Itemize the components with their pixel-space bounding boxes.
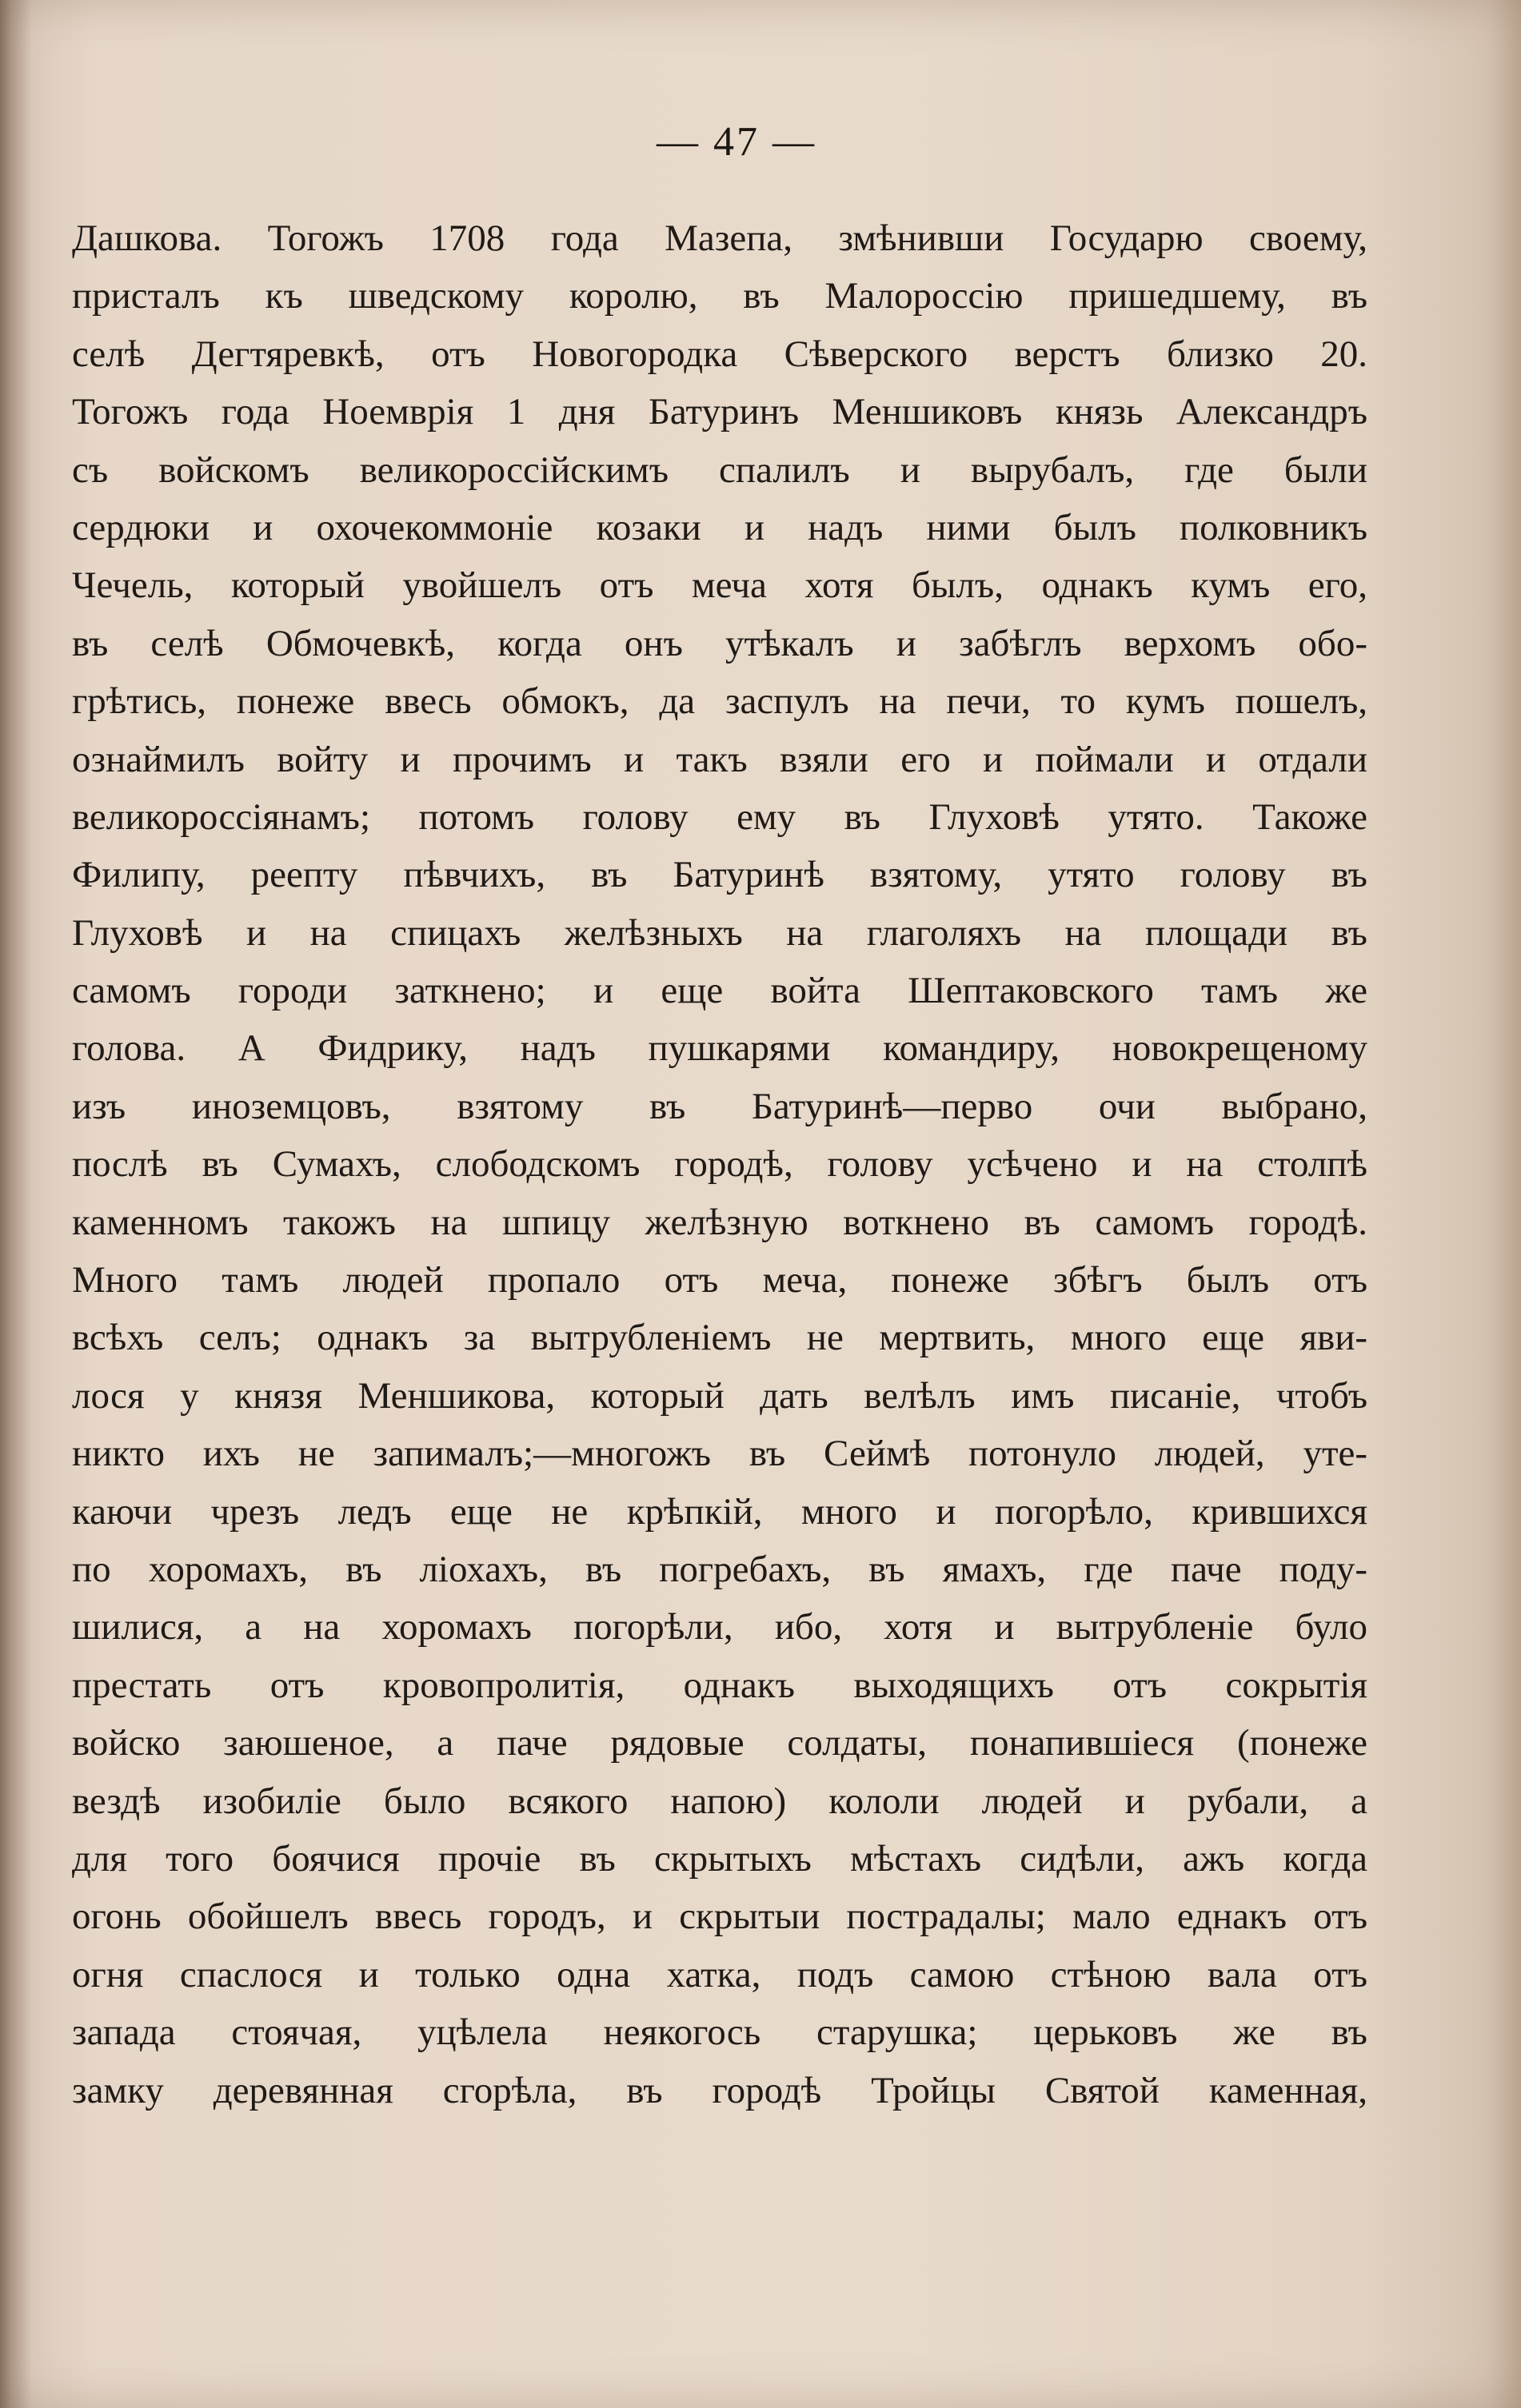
text-line: престать отъ кровопролитія, однакъ выходящихъ отъ сокрытія — [72, 1664, 1367, 1706]
text-line: шилися, а на хоромахъ погорѣли, ибо, хотя и вытрубленіе було — [72, 1606, 1367, 1649]
text-line: огня спаслося и только одна хатка, подъ самою стѣною вала отъ — [72, 1953, 1367, 1995]
text-line: Дашкова. Тогожъ 1708 года Мазепа, змѣнивши Государю своему, — [72, 217, 1367, 259]
text-line: по хоромахъ, въ ліохахъ, въ погребахъ, въ ямахъ, где паче поду- — [72, 1548, 1367, 1590]
text-line: присталъ къ шведскому королю, въ Малороссію пришедшему, въ — [72, 275, 1367, 317]
text-line: сердюки и охочекоммоніе козаки и надъ ними былъ полковникъ — [72, 506, 1367, 548]
text-line: Чечель, который увойшелъ отъ меча хотя былъ, однакъ кумъ его, — [72, 564, 1367, 607]
text-line: самомъ городи заткнено; и еще войта Шептаковского тамъ же — [72, 970, 1367, 1012]
page-number: — 47 — — [657, 119, 816, 165]
text-line: съ войскомъ великороссійскимъ спалилъ и вырубалъ, где были — [72, 449, 1367, 491]
text-line: Филипу, реепту пѣвчихъ, въ Батуринѣ взятому, утято голову въ — [72, 854, 1367, 896]
body-text — [72, 209, 1367, 2119]
text-line: вездѣ изобиліе было всякого напою) кололи людей и рубали, а — [72, 1780, 1367, 1822]
text-line: ознаймилъ войту и прочимъ и такъ взяли его и поймали и отдали — [72, 738, 1367, 780]
text-line: каючи чрезъ ледъ еще не крѣпкій, много и погорѣло, крившихся — [72, 1490, 1367, 1533]
text-line: великороссіянамъ; потомъ голову ему въ Глуховѣ утято. Такоже — [72, 795, 1367, 838]
text-line: изъ иноземцовъ, взятому въ Батуринѣ—перво очи выбрано, — [72, 1085, 1367, 1127]
text-line: войско заюшеное, а паче рядовые солдаты, понапившіеся (понеже — [72, 1722, 1367, 1764]
text-line: голова. А Фидрику, надъ пушкарями командиру, новокрещеному — [72, 1027, 1367, 1070]
text-line: Глуховѣ и на спицахъ желѣзныхъ на глаголяхъ на площади въ — [72, 911, 1367, 954]
text-line: грѣтись, понеже ввесь обмокъ, да заспулъ на печи, то кумъ пошелъ, — [72, 680, 1367, 723]
text-line: селѣ Дегтяревкѣ, отъ Новогородка Сѣверского верстъ близко 20. — [72, 333, 1367, 375]
text-line: каменномъ такожъ на шпицу желѣзную воткнено въ самомъ городѣ. — [72, 1201, 1367, 1243]
text-line: въ селѣ Обмочевкѣ, когда онъ утѣкалъ и забѣглъ верхомъ обо- — [72, 622, 1367, 664]
text-line: Тогожъ года Ноемврія 1 дня Батуринъ Меншиковъ князь Александръ — [72, 391, 1367, 433]
text-line: Много тамъ людей пропало отъ меча, понеже збѣгъ былъ отъ — [72, 1259, 1367, 1302]
text-line: для того боячися прочіе въ скрытыхъ мѣстахъ сидѣли, ажъ когда — [72, 1837, 1367, 1880]
text-line: огонь обойшелъ ввесь городъ, и скрытыи пострадалы; мало еднакъ отъ — [72, 1896, 1367, 1938]
text-line: замку деревянная сгорѣла, въ городѣ Тройцы Святой каменная, — [72, 2069, 1367, 2111]
text-line: послѣ въ Сумахъ, слободскомъ городѣ, голову усѣчено и на столпѣ — [72, 1143, 1367, 1186]
text-line: лося у князя Меншикова, который дать велѣлъ имъ писаніе, чтобъ — [72, 1374, 1367, 1417]
text-line: никто ихъ не запималъ;—многожъ въ Сеймѣ потонуло людей, уте- — [72, 1433, 1367, 1475]
text-line: запада стоячая, уцѣлела неякогось старушка; церьковъ же въ — [72, 2011, 1367, 2054]
text-line: всѣхъ селъ; однакъ за вытрубленіемъ не мертвить, много еще яви- — [72, 1317, 1367, 1359]
